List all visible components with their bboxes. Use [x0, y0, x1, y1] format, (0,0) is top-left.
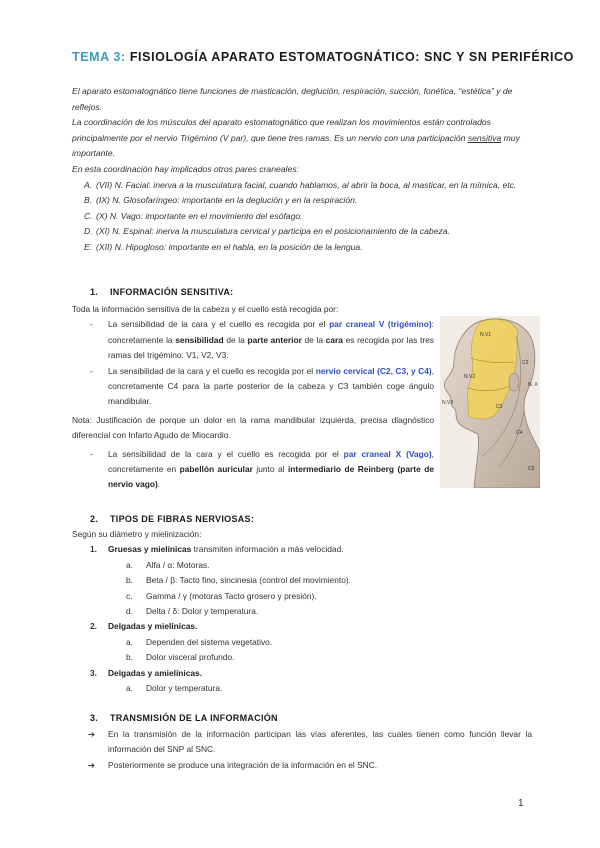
- group-title: Gruesas y mielínicas: [108, 544, 192, 555]
- section-number: 1.: [90, 287, 99, 297]
- text-run: .: [157, 479, 161, 490]
- list-item: [108, 589, 532, 604]
- section-1-intro: Toda la información sensitiva de la cabeza y el cuello está recogida por:: [72, 304, 339, 314]
- highlight-trigemino: par craneal V (trigémino): [329, 319, 432, 330]
- cranial-nerve-list: [72, 178, 532, 256]
- list-letter: B.: [84, 195, 93, 206]
- sub-letter: a.: [126, 559, 133, 570]
- text-run: , concretamente en: [108, 448, 434, 475]
- intro-p2-after: muy importante.: [72, 132, 520, 159]
- label-c5: C5: [528, 466, 535, 472]
- sub-list: [108, 558, 532, 620]
- highlight-cervical: nervio cervical (C2, C3, y C4): [315, 365, 432, 376]
- intro-block: [72, 84, 532, 256]
- list-item: [72, 209, 532, 225]
- bold-run: pabellón auricular: [179, 464, 253, 475]
- section-1-heading: [90, 287, 233, 297]
- label-nx: N. X: [528, 382, 538, 388]
- list-letter: E.: [84, 241, 93, 252]
- arrow-icon: ➔: [88, 729, 96, 739]
- list-text: Posteriormente se produce una integración de la información en el SNC.: [108, 759, 378, 770]
- section-heading-text: TIPOS DE FIBRAS NERVIOSAS:: [110, 514, 255, 524]
- section-1-body: [72, 302, 434, 493]
- dash-bullet: -: [90, 448, 93, 459]
- page-title: [72, 50, 574, 64]
- sensitivity-list-2: [72, 447, 434, 493]
- list-item: [72, 758, 532, 773]
- intro-p2-before: La coordinación de los músculos del aparato estomatognático que realizan los movimientos están controlados principalmente por el nervio Trigémino (V par), que tiene tres ramas. Es un nervio con una participación: [72, 117, 491, 143]
- text-run: La sensibilidad de la cara y el cuello es recogida por el: [108, 448, 344, 459]
- section-2-heading: [90, 514, 254, 524]
- section-2-intro: Según su diámetro y mielinización:: [72, 529, 202, 539]
- sub-text: Delta / δ: Dolor y temperatura.: [146, 606, 259, 617]
- text-run: junto al: [252, 464, 288, 475]
- list-text: (IX) N. Glosofaríngeo: importante en la deglución y en la respiración.: [96, 195, 358, 206]
- sub-letter: a.: [126, 683, 133, 694]
- sub-letter: d.: [126, 606, 133, 617]
- list-text: (XI) N. Espinal: inerva la musculatura cervical y participa en el posicionamiento de la cabeza.: [96, 226, 450, 237]
- text-run: La sensibilidad de la cara y el cuello es recogida por el: [108, 365, 316, 376]
- bold-run: cara: [325, 334, 343, 345]
- list-item: [72, 317, 434, 363]
- list-item: [72, 542, 532, 619]
- list-number: 2.: [90, 621, 97, 632]
- bold-run: sensibilidad: [175, 334, 224, 345]
- list-item: [108, 558, 532, 573]
- list-number: 1.: [90, 544, 97, 555]
- list-item: [108, 650, 532, 665]
- list-text: En la transmisión de la información participan las vías aferentes, las cuales tienen como función llevar la información del SNP al SNC.: [108, 729, 532, 755]
- bold-run: parte anterior: [247, 334, 302, 345]
- text-run: , concretamente C4 para la parte posterior de la cabeza y C3 también coge ángulo mandibular.: [108, 365, 435, 407]
- transmission-list: [72, 727, 532, 773]
- list-text: (X) N. Vago: importante en el movimiento del esófago.: [96, 210, 303, 221]
- sub-text: Dolor visceral profundo.: [146, 652, 235, 663]
- text-run: La sensibilidad de la cara y el cuello es recogida por el: [108, 319, 330, 330]
- list-item: [108, 573, 532, 588]
- label-c3: C3: [496, 404, 503, 410]
- list-item: [72, 727, 532, 758]
- list-item: [72, 447, 434, 493]
- intro-paragraph-1: El aparato estomatognático tiene funciones de masticación, deglución, respiración, succión, fonética, “estética” y de reflejos.: [72, 86, 513, 112]
- list-letter: D.: [84, 226, 93, 237]
- label-nv2: N.V2: [464, 374, 476, 380]
- sub-text: Dependen del sistema vegetativo.: [146, 636, 273, 647]
- text-run: es recogida por las tres ramas del trigémino: V1, V2, V3.: [108, 334, 434, 361]
- arrow-icon: ➔: [88, 759, 96, 770]
- sub-letter: b.: [126, 575, 133, 586]
- section-3-body: [72, 727, 532, 773]
- highlight-vago: par craneal X (Vago): [343, 448, 432, 459]
- section-2-body: [72, 527, 532, 696]
- label-c4: C4: [516, 430, 523, 436]
- section-number: 3.: [90, 713, 99, 723]
- list-item: [72, 224, 532, 240]
- section-1-note: Nota: Justificación de porque un dolor en la rama mandibular izquierda, precisa diagnóstico diferencial con Infarto Agudo de Miocardio.: [72, 414, 434, 441]
- list-item: [72, 193, 532, 209]
- dash-bullet: -: [90, 365, 93, 376]
- list-item: [108, 681, 532, 696]
- group-title: Delgadas y amielínicas.: [108, 667, 203, 678]
- list-item: [72, 240, 532, 256]
- group-rest: transmiten información a más velocidad.: [191, 544, 344, 555]
- sub-letter: a.: [126, 636, 133, 647]
- sensitivity-list: [72, 317, 434, 409]
- head-dermatome-illustration: [440, 316, 540, 488]
- text-run: : concretamente la: [108, 319, 434, 345]
- label-c2: C2: [522, 360, 529, 366]
- label-nv1: N.V1: [480, 332, 492, 338]
- section-3-heading: [90, 713, 278, 723]
- list-item: [72, 666, 532, 697]
- intro-paragraph-2: [72, 115, 532, 162]
- list-number: 3.: [90, 667, 97, 678]
- text-run: de la: [223, 334, 248, 345]
- label-nv3: N.V3: [442, 400, 454, 406]
- sub-letter: c.: [126, 590, 133, 601]
- section-heading-text: INFORMACIÓN SENSITIVA:: [110, 287, 234, 297]
- sub-list: [108, 681, 532, 696]
- list-text: (VII) N. Facial: inerva a la musculatura facial, cuando hablamos, al abrir la boca, al masticar, en la mímica, etc.: [96, 179, 517, 190]
- dash-bullet: -: [90, 319, 93, 330]
- sub-text: Dolor y temperatura.: [146, 683, 223, 694]
- title-lead: TEMA 3:: [72, 50, 126, 64]
- page-number: 1: [518, 798, 524, 809]
- text-run: de la: [301, 334, 326, 345]
- section-number: 2.: [90, 514, 99, 524]
- sub-text: Alfa / α: Motoras.: [146, 559, 210, 570]
- bold-run: intermediario de Reinberg (parte de nervio vago): [108, 464, 434, 490]
- group-title: Delgadas y mielínicas.: [108, 621, 198, 632]
- sub-letter: b.: [126, 652, 133, 663]
- sub-text: Beta / β: Tacto fino, sincinesia (control del movimiento).: [146, 575, 351, 586]
- title-rest: FISIOLOGÍA APARATO ESTOMATOGNÁTICO: SNC Y SN PERIFÉRICO: [125, 50, 574, 64]
- list-item: [108, 604, 532, 619]
- list-letter: A.: [84, 179, 93, 190]
- intro-p2-underlined: sensitiva: [467, 132, 502, 143]
- fiber-type-list: [72, 542, 532, 696]
- list-letter: C.: [84, 210, 93, 221]
- list-item: [108, 635, 532, 650]
- list-item: [72, 178, 532, 194]
- list-item: [72, 364, 434, 410]
- list-item: [72, 619, 532, 665]
- intro-paragraph-3: En esta coordinación hay implicados otros pares craneales:: [72, 163, 299, 174]
- section-heading-text: TRANSMISIÓN DE LA INFORMACIÓN: [110, 713, 278, 723]
- sub-text: Gamma / γ (motoras Tacto grosero y presión).: [146, 590, 317, 601]
- list-text: (XII) N. Hipogloso: importante en el habla, en la posición de la lengua.: [96, 241, 363, 252]
- sub-list: [108, 635, 532, 666]
